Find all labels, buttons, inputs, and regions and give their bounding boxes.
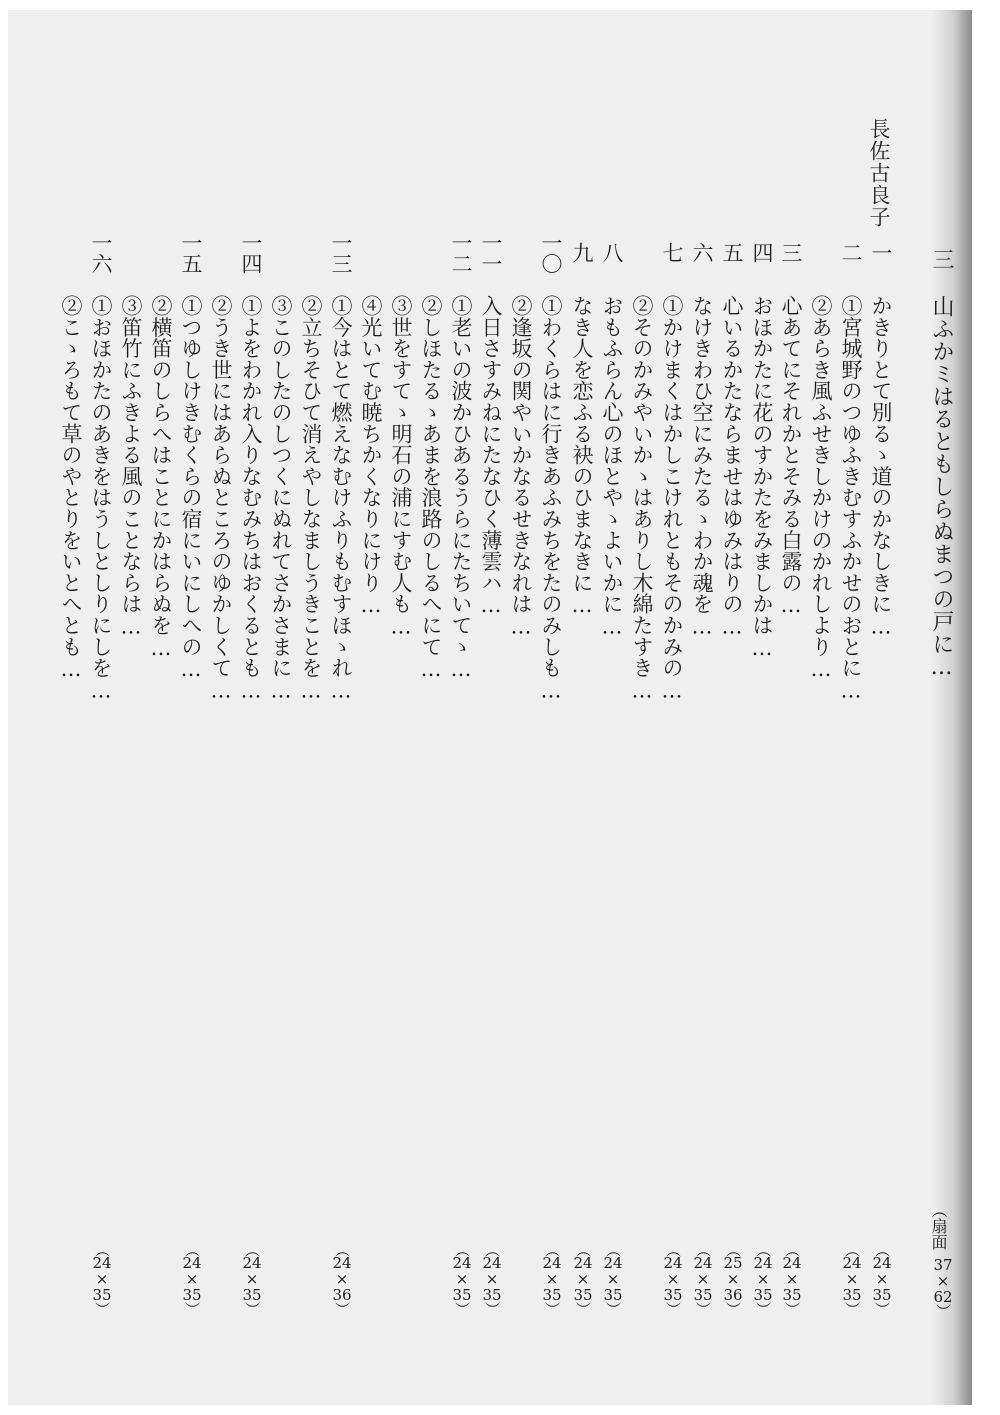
dim-times: ×: [756, 1269, 770, 1288]
poem-verse: ②横笛のしらへはことにかはらぬを…: [149, 295, 173, 661]
dim-times: ×: [875, 1269, 889, 1288]
dim-times: ×: [245, 1269, 259, 1288]
poem-verse: なけきわひ空にみたるゝわか魂を…: [690, 295, 714, 639]
dim-width: 24: [603, 1254, 623, 1272]
dim-open-paren: （: [724, 1242, 742, 1258]
scanned-page: [8, 10, 972, 1405]
dim-close-paren: ）: [694, 1301, 712, 1317]
dim-times: ×: [335, 1269, 349, 1288]
size-dimension: [750, 1244, 776, 1315]
dim-height: 35: [663, 1285, 683, 1304]
size-dimension: [179, 1244, 205, 1315]
fan-size-label: [930, 1202, 946, 1250]
dim-height: 35: [482, 1285, 502, 1304]
dim-close-paren: ）: [783, 1301, 801, 1317]
dim-times: ×: [785, 1269, 799, 1288]
dim-open-paren: （: [333, 1242, 351, 1258]
page-edge-shadow: [929, 10, 972, 1405]
dim-width: 24: [182, 1254, 202, 1272]
dim-width: 24: [482, 1254, 502, 1272]
poem-verse: ①かけまくはかしこけれともそのかみの…: [660, 295, 684, 703]
size-dimension: [89, 1244, 115, 1315]
poem-verse: 入日さすみねにたなひく薄雲ハ…: [479, 295, 503, 618]
dim-open-paren: （: [754, 1242, 772, 1258]
poem-verse: ①つゆしけきむくらの宿にいにしへの…: [179, 295, 203, 682]
dim-times: ×: [545, 1269, 559, 1288]
dim-close-paren: ）: [843, 1301, 861, 1317]
poem-verse: ①老いの波かひあるうらにたちいてゝ…: [449, 295, 473, 682]
dim-height: 35: [573, 1285, 593, 1304]
poem-verse: 心あてにそれかとそみる白露の…: [779, 295, 803, 618]
entry-number: 一一: [479, 232, 503, 274]
dim-height: 35: [92, 1285, 112, 1304]
dim-close-paren: ）: [543, 1301, 561, 1317]
fan-open-paren: （: [929, 1202, 948, 1218]
poem-verse: ①おほかたのあきをはうしとしりにしを…: [89, 295, 113, 703]
dim-times: ×: [726, 1269, 740, 1288]
dim-times: ×: [455, 1269, 469, 1288]
dim-width: 24: [842, 1254, 862, 1272]
dim-width: 24: [782, 1254, 802, 1272]
size-dimension: [239, 1244, 265, 1315]
size-dimension: [839, 1244, 865, 1315]
dim-open-paren: （: [93, 1242, 111, 1258]
dim-close-paren: ）: [754, 1301, 772, 1317]
dim-height: 36: [332, 1285, 352, 1304]
entry-number: 六: [690, 242, 714, 263]
entry-number: 四: [750, 242, 774, 263]
dim-height: 35: [782, 1285, 802, 1304]
entry-number: 三: [779, 242, 803, 263]
dim-close-paren: ）: [664, 1301, 682, 1317]
entry-number: 一五: [179, 232, 203, 274]
poem-verse: ④光いてむ暁ちかくなりにけり…: [359, 295, 383, 618]
poem-verse: ②逢坂の関やいかなるせきなれは…: [509, 295, 533, 639]
size-dimension: [660, 1244, 686, 1315]
entry-number: 二: [839, 242, 863, 263]
dim-open-paren: （: [483, 1242, 501, 1258]
dim-close-paren: ）: [873, 1301, 891, 1317]
poem-verse: ②こゝろもて草のやとりをいとへとも…: [59, 295, 83, 682]
section-number: 三: [929, 248, 954, 270]
size-dimension: [539, 1244, 565, 1315]
size-dimension: [779, 1244, 805, 1315]
fan-size-b: 62: [933, 1287, 953, 1306]
poem-verse: ①宮城野のつゆふきむすふかせのおとに…: [839, 295, 863, 703]
fan-size-x: ×: [936, 1271, 950, 1290]
entry-number: 一三: [329, 232, 353, 274]
dim-height: 35: [542, 1285, 562, 1304]
size-dimension: [690, 1244, 716, 1315]
size-dimension: [570, 1244, 596, 1315]
dim-open-paren: （: [453, 1242, 471, 1258]
dim-height: 36: [723, 1285, 743, 1304]
dim-times: ×: [95, 1269, 109, 1288]
dim-close-paren: ）: [333, 1301, 351, 1317]
dim-width: 24: [663, 1254, 683, 1272]
dim-height: 35: [242, 1285, 262, 1304]
poem-verse: ③世をすてゝ明石の浦にすむ人も…: [389, 295, 413, 639]
dim-close-paren: ）: [604, 1301, 622, 1317]
dim-open-paren: （: [664, 1242, 682, 1258]
dim-times: ×: [666, 1269, 680, 1288]
dim-width: 24: [542, 1254, 562, 1272]
poem-verse: ①今はとて燃えなむけふりもむすほゝれ…: [329, 295, 353, 703]
dim-width: 24: [242, 1254, 262, 1272]
size-dimension: [329, 1244, 355, 1315]
dim-times: ×: [485, 1269, 499, 1288]
dim-times: ×: [606, 1269, 620, 1288]
poem-verse: 心いるかたならませはゆみはりの…: [720, 295, 744, 639]
fan-size-a: 37: [933, 1256, 953, 1274]
poem-verse: ②うき世にはあらぬところのゆかしくて…: [209, 295, 233, 703]
dim-times: ×: [185, 1269, 199, 1288]
dim-width: 24: [573, 1254, 593, 1272]
dim-open-paren: （: [604, 1242, 622, 1258]
dim-height: 35: [872, 1285, 892, 1304]
entry-number: 一四: [239, 232, 263, 274]
dim-height: 35: [603, 1285, 623, 1304]
dim-height: 35: [452, 1285, 472, 1304]
dim-width: 24: [872, 1254, 892, 1272]
dim-open-paren: （: [543, 1242, 561, 1258]
entry-number: 九: [570, 242, 594, 263]
dim-width: 24: [92, 1254, 112, 1272]
entry-number: 一〇: [539, 232, 563, 274]
author-name: 長佐古良子: [867, 118, 891, 228]
poem-verse: ③このしたのしつくにぬれてさかさまに…: [269, 295, 293, 703]
dim-close-paren: ）: [574, 1301, 592, 1317]
dim-height: 35: [693, 1285, 713, 1304]
dim-close-paren: ）: [243, 1301, 261, 1317]
entry-number: 八: [600, 242, 624, 263]
poem-verse: ①わくらはに行きあふみちをたのみしも…: [539, 295, 563, 703]
dim-close-paren: ）: [183, 1301, 201, 1317]
dim-close-paren: ）: [724, 1301, 742, 1317]
dim-open-paren: （: [183, 1242, 201, 1258]
dim-width: 24: [332, 1254, 352, 1272]
size-dimension: [869, 1244, 895, 1315]
poem-verse: おもふらん心のほとやゝよいかに…: [600, 295, 624, 639]
dim-open-paren: （: [574, 1242, 592, 1258]
size-dimension: [479, 1244, 505, 1315]
section-title: 山ふかミはるともしらぬまつの戸に…: [929, 295, 954, 681]
size-dimension: [449, 1244, 475, 1315]
poem-verse: なき人を恋ふる袂のひまなきに…: [570, 295, 594, 618]
poem-verse: ②あらき風ふせきしかけのかれしより…: [809, 295, 833, 682]
fan-close-paren: ）: [934, 1303, 952, 1319]
entry-number: 一二: [449, 232, 473, 274]
poem-verse: かきりとて別るゝ道のかなしきに…: [869, 295, 893, 639]
entry-number: 七: [660, 242, 684, 263]
dim-width: 25: [723, 1254, 743, 1272]
dim-width: 24: [753, 1254, 773, 1272]
poem-verse: ②しほたるゝあまを浪路のしるへにて…: [419, 295, 443, 682]
dim-width: 24: [693, 1254, 713, 1272]
size-dimension: [600, 1244, 626, 1315]
dim-height: 35: [182, 1285, 202, 1304]
dim-width: 24: [452, 1254, 472, 1272]
dim-open-paren: （: [873, 1242, 891, 1258]
poem-verse: おほかたに花のすかたをみましかは…: [750, 295, 774, 661]
poem-verse: ②そのかみやいかゝはありし木綿たすき…: [630, 295, 654, 703]
dim-height: 35: [842, 1285, 862, 1304]
dim-open-paren: （: [783, 1242, 801, 1258]
entry-number: 五: [720, 242, 744, 263]
poem-verse: ①よをわかれ入りなむみちはおくるとも…: [239, 295, 263, 703]
dim-close-paren: ）: [483, 1301, 501, 1317]
dim-times: ×: [696, 1269, 710, 1288]
fan-label-text: 扇面: [929, 1218, 948, 1250]
dim-times: ×: [576, 1269, 590, 1288]
size-dimension: [720, 1244, 746, 1315]
dim-open-paren: （: [694, 1242, 712, 1258]
dim-open-paren: （: [243, 1242, 261, 1258]
entry-number: 一: [869, 242, 893, 263]
entry-number: 一六: [89, 232, 113, 274]
dim-close-paren: ）: [93, 1301, 111, 1317]
dim-open-paren: （: [843, 1242, 861, 1258]
poem-verse: ③笛竹にふきよる風のことならは…: [119, 295, 143, 639]
dim-close-paren: ）: [453, 1301, 471, 1317]
dim-height: 35: [753, 1285, 773, 1304]
poem-verse: ②立ちそひて消えやしなましうきことを…: [299, 295, 323, 703]
dim-times: ×: [845, 1269, 859, 1288]
fan-size-dimension: [930, 1258, 956, 1317]
